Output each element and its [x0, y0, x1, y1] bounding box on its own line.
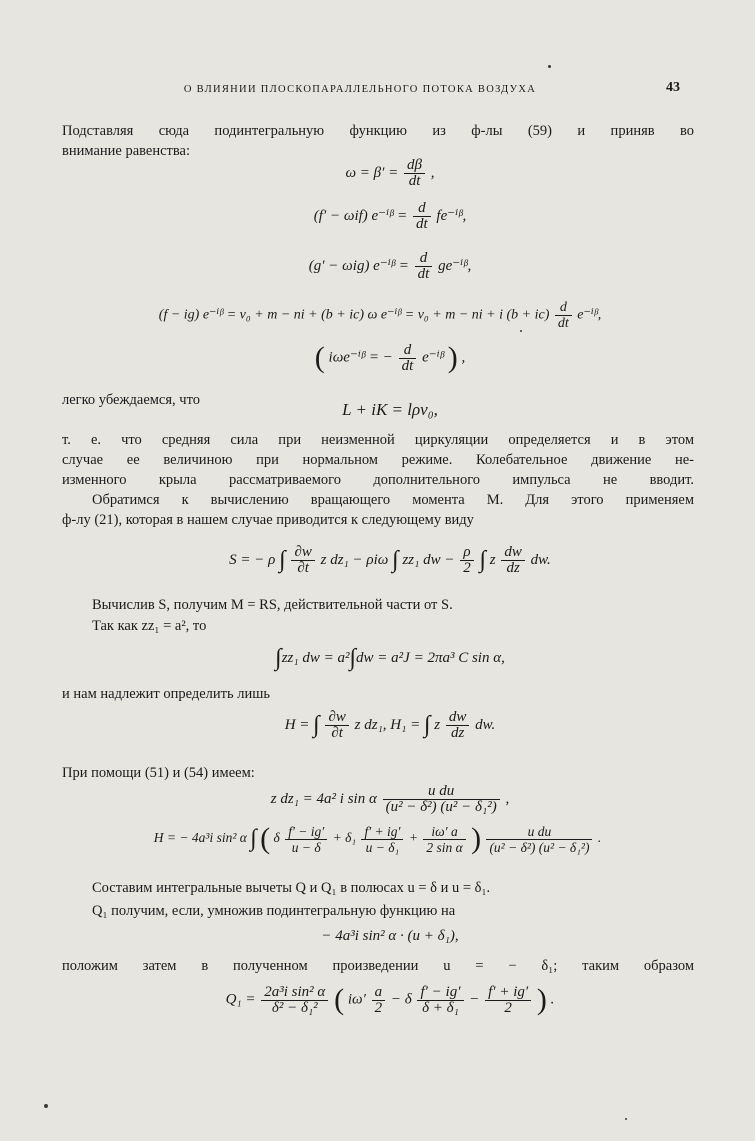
- text-line: легко убеждаемся, что: [62, 392, 200, 408]
- equation: H = ∫ $\frac{\partial w}{\partial t}$ z dz₁, H₁ = ∫ z $\frac{dw}{dz}$ dw.: [284, 709, 496, 741]
- text-line: ф-лу (21), которая в нашем случае приводится к следующему виду: [62, 512, 474, 528]
- equation: Q₁ = $\frac{\text{2a³i sin² α}}{\text{δ² − δ₁²}}$ ( iω′ $\frac{a}{2}$ − δ $\frac{f' - ig'}{\text{δ + δ₁}}$ − $\frac{f' + ig'}{2}$ ) .: [225, 983, 555, 1016]
- equation: − 4a³i sin² α · (u + δ₁),: [321, 928, 459, 944]
- scan-speck: [548, 65, 551, 68]
- equation: (g′ − ωig) e⁻ⁱᵝ = $\frac{d}{dt}$ ge⁻ⁱᵝ,: [308, 250, 472, 282]
- text-line: Q₁ получим, если, умножив подинтегральную функцию на: [92, 903, 456, 919]
- scan-speck: [520, 330, 522, 332]
- scan-speck: [44, 1104, 48, 1108]
- equation: (f′ − ωif) e⁻ⁱᵝ = $\frac{d}{dt}$ fe⁻ⁱᵝ,: [313, 200, 467, 232]
- text-line: случае ее величиною при нормальном режиме. Колебательное движение не-: [62, 452, 694, 468]
- scan-speck: [625, 1118, 627, 1120]
- equation: L + iK = lρv₀,: [342, 400, 438, 419]
- text-line: При помощи (51) и (54) имеем:: [62, 765, 255, 781]
- text-line: внимание равенства:: [62, 143, 190, 159]
- equation: z dz₁ = 4a² i sin α $\frac{\text{u du}}{\text{(u² − δ²) (u² − δ₁²)}}$ ,: [270, 783, 510, 815]
- text-line: изменного крыла рассматриваемого дополнительного импульса не вводит.: [62, 472, 694, 488]
- page-number: 43: [666, 80, 680, 95]
- equation: ω = β′ = $\frac{d\beta}{dt}$ ,: [345, 157, 435, 189]
- running-header: О ВЛИЯНИИ ПЛОСКОПАРАЛЛЕЛЬНОГО ПОТОКА ВОЗДУХА: [183, 84, 537, 95]
- equation: H = − 4a³i sin² α ∫ ( δ $\frac{f' - ig'}{u - \delta}$ + δ₁ $\frac{f' + ig'}{\text{u − δ₁}}$ + $\frac{i\omega' a}{\text{2 sin α}}$ ) $\frac{\text{u du}}{\text{(u² − δ²) (u² − δ₁²)}}$ .: [153, 822, 602, 855]
- text-line: Так как zz₁ = a², то: [92, 618, 207, 634]
- equation: ∫zz₁ dw = a²∫dw = a²J = 2πa³ C sin α,: [275, 645, 505, 671]
- text-line: и нам надлежит определить лишь: [62, 686, 271, 702]
- equation: (f − ig) e⁻ⁱᵝ = v₀ + m − ni + (b + ic) ω e⁻ⁱᵝ = v₀ + m − ni + i (b + ic) $\frac{d}{dt}$ e⁻ⁱᵝ,: [158, 300, 602, 331]
- equation: S = − ρ ∫ $\frac{\partial w}{\partial t}$ z dz₁ − ρiω ∫ zz₁ dw − $\frac{\rho}{2}$ ∫ z $\frac{dw}{dz}$ dw.: [229, 544, 551, 576]
- text-line: т. е. что средняя сила при неизменной циркуляции определяется и в этом: [62, 432, 694, 448]
- text-line: Составим интегральные вычеты Q и Q₁ в полюсах u = δ и u = δ₁.: [92, 880, 491, 896]
- equation: ( iωe⁻ⁱᵝ = − $\frac{d}{dt}$ e⁻ⁱᵝ ) ,: [314, 341, 466, 374]
- text-line: положим затем в полученном произведении u = − δ₁; таким образом: [62, 958, 694, 974]
- text-line: Вычислив S, получим M = RS, действительной части от S.: [92, 597, 453, 613]
- text-line: Обратимся к вычислению вращающего момента M. Для этого применяем: [92, 492, 694, 508]
- text-line: Подставляя сюда подинтегральную функцию из ф-лы (59) и приняв во: [62, 123, 694, 139]
